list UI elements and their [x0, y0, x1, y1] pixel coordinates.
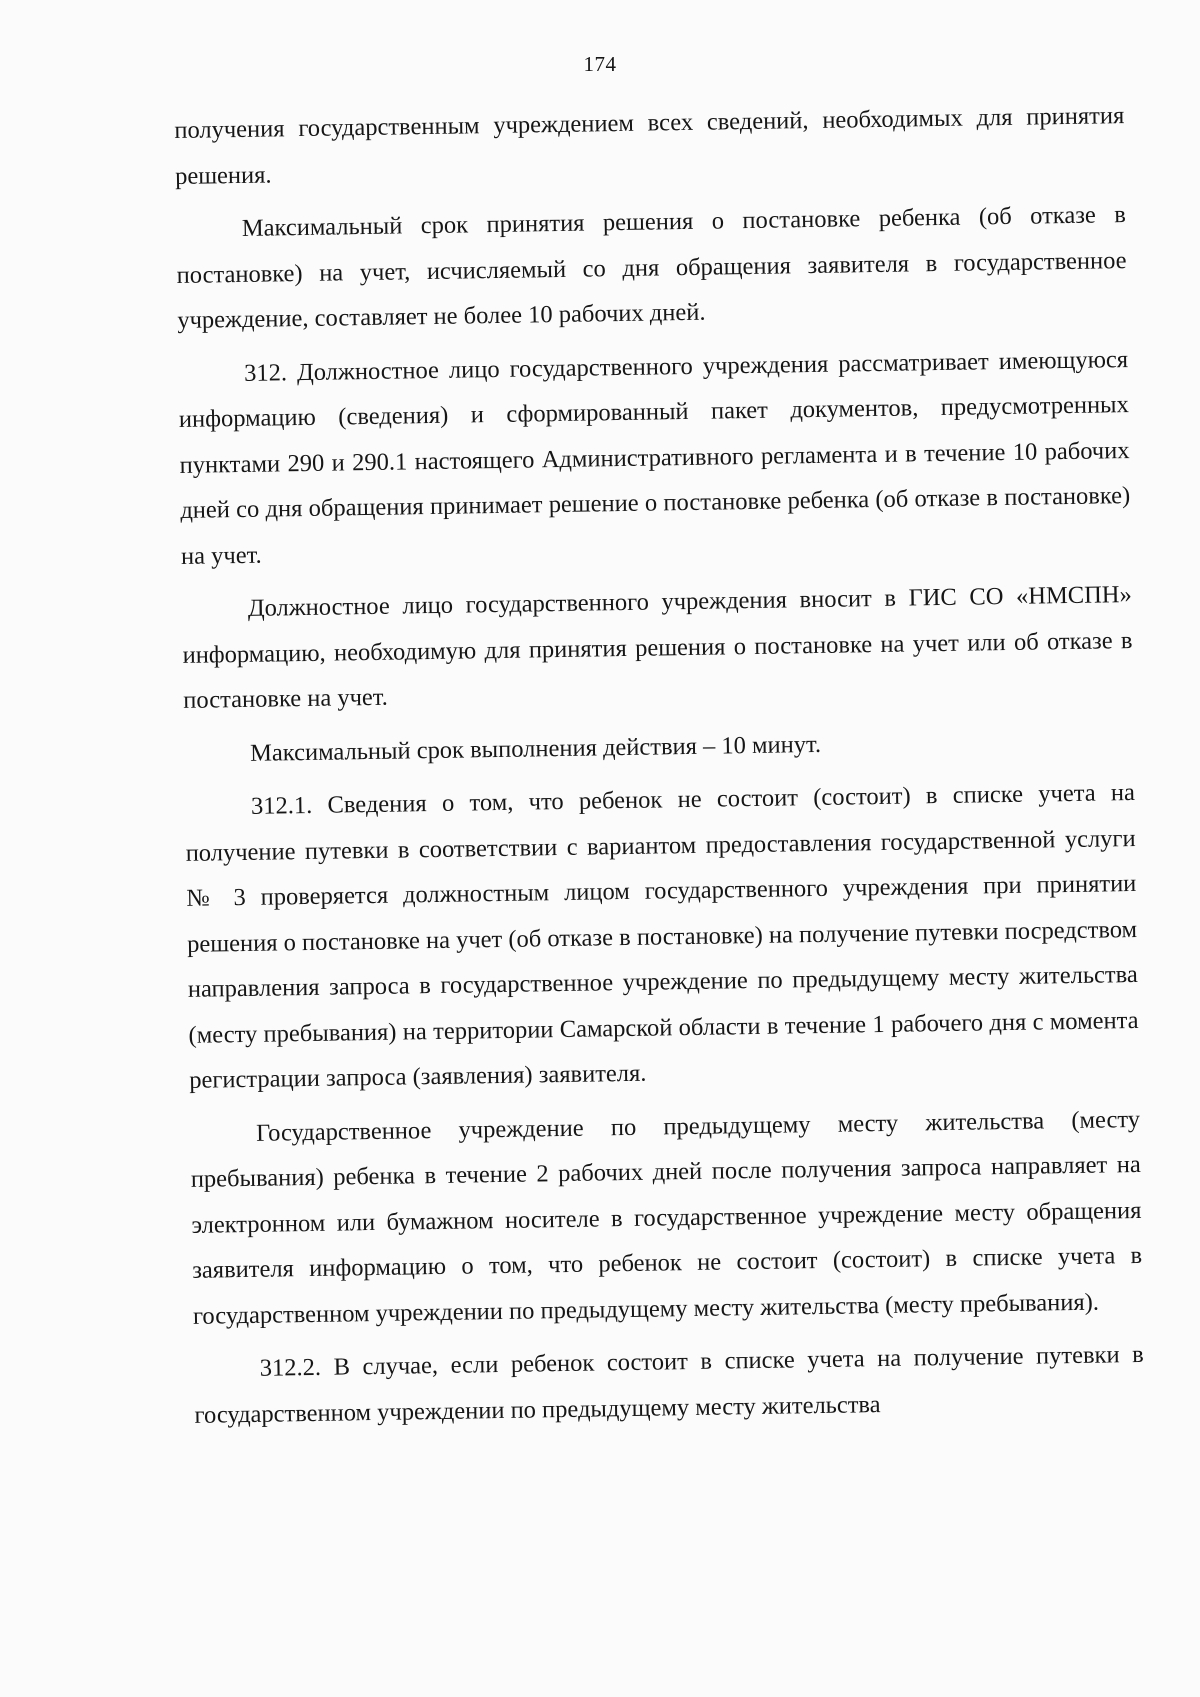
- paragraph: 312. Должностное лицо государственного учреждения рассматривает имеющуюся информацию (сведения) и сформированный пакет документов, предусмотренных пунктами 290 и 290.1 настоящего Административного регламента и в течение 10 рабочих дней со дня обращения принимает решение о постановке ребенка (об отказе в постановке) на учет.: [178, 345, 1131, 570]
- document-body: [174, 93, 1145, 1438]
- page-number: 174: [583, 52, 617, 76]
- paragraph: Государственное учреждение по предыдущему месту жительства (месту пребывания) ребенка в течение 2 рабочих дней после получения запроса направляет на электронном или бумажном носителе в государственное учреждение месту обращения заявителя информацию о том, что ребенок не состоит (состоит) в списке учета в государственном учреждении по предыдущему месту жительства (месту пребывания).: [190, 1105, 1143, 1330]
- paragraph: Максимальный срок выполнения действия – 10 минут.: [249, 730, 822, 767]
- paragraph: Максимальный срок принятия решения о постановке ребенка (об отказе в постановке) на учет, исчисляемый со дня обращения заявителя в государственное учреждение, составляет не более 10 рабочих дней.: [176, 201, 1127, 334]
- paragraph: 312.1. Сведения о том, что ребенок не состоит (состоит) в списке учета на получение путевки в соответствии с вариантом предоставления государственной услуги № 3 проверяется должностным лицом государственного учреждения при принятии решения о постановке на учет (об отказе в постановке) на получение путевки посредством направления запроса в государственное учреждение по предыдущему месту жительства (месту пребывания) на территории Самарской области в течение 1 рабочего дня с момента регистрации запроса (заявления) заявителя.: [185, 778, 1139, 1094]
- paragraph: Должностное лицо государственного учреждения вносит в ГИС СО «НМСПН» информацию, необходимую для принятия решения о постановке на учет или об отказе в постановке на учет.: [182, 581, 1133, 714]
- paragraph: получения государственным учреждением всех сведений, необходимых для принятия решения.: [174, 102, 1125, 190]
- paragraph: 312.2. В случае, если ребенок состоит в списке учета на получение путевки в государственном учреждении по предыдущему месту жительства: [194, 1340, 1144, 1429]
